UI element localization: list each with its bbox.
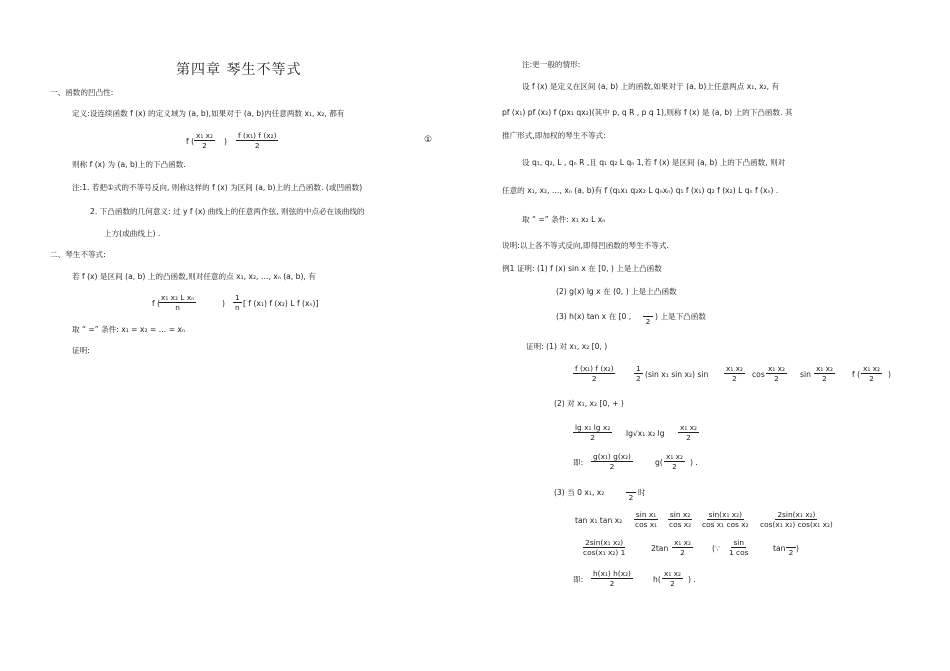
equality-condition: 取 “ =” 条件: x₁ x₂ L xₙ bbox=[522, 215, 606, 224]
denominator: 2 bbox=[609, 462, 615, 471]
denominator: 2 bbox=[609, 579, 615, 588]
example-text: 例1 证明: (1) f (x) sin x 在 [0, ) 上是上凸函数 bbox=[502, 264, 662, 273]
denominator: 2 bbox=[732, 374, 737, 383]
numerator: sin bbox=[733, 538, 745, 547]
fraction bbox=[727, 538, 751, 557]
chapter-title: 第四章 琴生不等式 bbox=[176, 62, 302, 78]
formula-text: (∵ bbox=[712, 544, 720, 553]
example-text: (3) h(x) tan x 在 [0 , bbox=[556, 312, 632, 321]
proof-label: 证明: bbox=[72, 346, 90, 355]
formula-text: ) bbox=[222, 299, 225, 308]
fraction bbox=[667, 510, 693, 529]
denominator: 2 bbox=[254, 141, 260, 150]
denominator: 2 bbox=[590, 433, 595, 442]
numerator: x₁ x₂ bbox=[863, 364, 881, 373]
denominator: 2 bbox=[628, 493, 634, 502]
fraction bbox=[700, 510, 751, 529]
example-text: ) 上是下凸函数 bbox=[655, 312, 706, 321]
formula-text: (sin x₁ sin x₂) sin bbox=[645, 370, 709, 379]
numerator: x₁ x₂ bbox=[664, 569, 682, 578]
proof-text: (2) 对 x₁, x₂ [0, + ) bbox=[554, 399, 624, 408]
formula-text: 即: bbox=[573, 575, 584, 584]
formula-text: cos bbox=[752, 370, 765, 379]
numerator: sin(x₁ x₂) bbox=[708, 510, 742, 519]
denominator: 2 bbox=[636, 374, 641, 383]
numerator: x₁ x₂ bbox=[726, 364, 744, 373]
numerator: x₁ x₂ L xₙ bbox=[161, 293, 195, 302]
numerator: sin x₂ bbox=[669, 510, 691, 519]
formula-text: ) . bbox=[690, 458, 698, 467]
fraction bbox=[573, 423, 612, 442]
fraction bbox=[786, 538, 796, 557]
body-text: 则称 f (x) 为 (a, b)上的下凸函数. bbox=[72, 160, 186, 169]
fraction bbox=[233, 293, 242, 312]
fraction bbox=[724, 364, 745, 383]
denominator: 2 bbox=[672, 462, 677, 471]
denominator: cos(x₁ x₂) cos(x₁ x₂) bbox=[760, 520, 833, 529]
body-text: 设 f (x) 是定义在区间 (a, b) 上的函数,如果对于 (a, b)上任意两点 x₁, x₂, 有 bbox=[522, 82, 780, 91]
formula-text: [ f (x₁) f (x₂) L f (xₙ)] bbox=[243, 299, 319, 308]
denominator: cos(x₁ x₂) 1 bbox=[583, 548, 626, 557]
denominator: 2 bbox=[645, 317, 651, 326]
fraction bbox=[626, 483, 636, 502]
formula-text: f ( bbox=[152, 299, 161, 308]
note-text: 注:更一般的情形: bbox=[522, 60, 581, 69]
formula-text: f ( bbox=[852, 370, 861, 379]
note-text: 注:1. 若把①式的不等号反向, 则称这样的 f (x) 为区间 (a, b)上的上凸函数. (或凹函数) bbox=[72, 183, 363, 192]
formula-text: f ( bbox=[186, 137, 195, 146]
denominator: n bbox=[235, 303, 240, 312]
proof-text: 时 bbox=[638, 488, 646, 497]
formula-text: lg√x₁ x₂ lg bbox=[626, 429, 665, 438]
denominator: n bbox=[175, 303, 180, 312]
formula-text: ) . bbox=[688, 575, 696, 584]
denominator: 2 bbox=[869, 374, 874, 383]
fraction bbox=[633, 510, 659, 529]
formula-text: g( bbox=[655, 458, 663, 467]
equation-number: ① bbox=[424, 135, 433, 145]
denominator: 2 bbox=[202, 141, 207, 150]
fraction bbox=[758, 510, 835, 529]
fraction bbox=[159, 293, 196, 312]
denominator: 1 cos bbox=[729, 548, 749, 557]
numerator bbox=[643, 307, 653, 317]
fraction bbox=[634, 364, 643, 383]
formula-text: h( bbox=[653, 575, 661, 584]
denominator: 2 bbox=[686, 433, 691, 442]
example-text: (2) g(x) lg x 在 (0, ) 上是上凸函数 bbox=[556, 287, 677, 296]
denominator: cos x₁ bbox=[635, 520, 658, 529]
numerator bbox=[786, 538, 796, 548]
numerator: 1 bbox=[636, 364, 641, 373]
denominator: 2 bbox=[670, 579, 675, 588]
fraction bbox=[861, 364, 882, 383]
numerator: x₁ x₂ bbox=[680, 423, 698, 432]
numerator: x₁ x₂ bbox=[816, 364, 834, 373]
numerator: x₁ x₂ bbox=[196, 131, 214, 140]
formula-text: ) bbox=[224, 137, 227, 146]
formula-text: ) bbox=[888, 370, 891, 379]
fraction bbox=[194, 131, 215, 150]
numerator: x₁ x₂ bbox=[674, 538, 692, 547]
formula-text: tan bbox=[773, 544, 786, 553]
denominator: 2 bbox=[788, 548, 794, 557]
equality-condition: 取 “ =” 条件: x₁ = x₂ = … = xₙ bbox=[72, 325, 185, 334]
note-text: 上方(或曲线上) . bbox=[104, 229, 161, 238]
fraction bbox=[236, 131, 278, 150]
denominator: 2 bbox=[822, 374, 827, 383]
formula-text: 2tan bbox=[651, 544, 669, 553]
numerator: h(x₁) h(x₂) bbox=[593, 569, 631, 578]
numerator: x₁ x₂ bbox=[768, 364, 786, 373]
denominator: cos x₁ cos x₂ bbox=[702, 520, 749, 529]
fraction bbox=[643, 307, 653, 326]
numerator: g(x₁) g(x₂) bbox=[593, 452, 631, 461]
fraction bbox=[672, 538, 693, 557]
proof-text: 证明: (1) 对 x₁, x₂ [0, ) bbox=[526, 342, 608, 351]
denominator: cos x₂ bbox=[669, 520, 692, 529]
numerator: x₁ x₂ bbox=[666, 452, 684, 461]
section-heading: 二、琴生不等式: bbox=[50, 250, 106, 259]
numerator: 2sin(x₁ x₂) bbox=[585, 538, 624, 547]
fraction bbox=[591, 569, 633, 588]
numerator: lg x₁ lg x₂ bbox=[575, 423, 611, 432]
denominator: 2 bbox=[774, 374, 779, 383]
fraction bbox=[591, 452, 633, 471]
numerator: f (x₁) f (x₂) bbox=[238, 131, 277, 140]
fraction bbox=[766, 364, 787, 383]
denominator: 2 bbox=[591, 374, 597, 383]
denominator: 2 bbox=[680, 548, 685, 557]
theorem-text: 若 f (x) 是区间 (a, b) 上的凸函数,则对任意的点 x₁, x₂, …, xₙ (a, b), 有 bbox=[72, 272, 316, 281]
body-text: pf (x₁) pf (x₂) f (px₁ qx₂)(其中 p, q R , p q 1),则称 f (x) 是 (a, b) 上的下凸函数. 其 bbox=[502, 108, 793, 117]
remark-text: 说明:以上各不等式反向,即得凹函数的琴生不等式. bbox=[502, 241, 669, 250]
body-text: 推广形式,即加权的琴生不等式: bbox=[502, 131, 606, 140]
fraction bbox=[664, 452, 685, 471]
formula-text: sin bbox=[800, 370, 811, 379]
body-text: 设 q₁, q₂, L , qₙ R ,且 q₁ q₂ L qₙ 1,若 f (x) 是区间 (a, b) 上的下凸函数, 则对 bbox=[522, 158, 786, 167]
fraction bbox=[662, 569, 683, 588]
formula-text: 即: bbox=[573, 458, 584, 467]
fraction bbox=[581, 538, 627, 557]
numerator bbox=[626, 483, 636, 493]
proof-text: (3) 当 0 x₁, x₂ bbox=[554, 488, 605, 497]
section-heading: 一、函数的凹凸性: bbox=[50, 88, 114, 97]
note-text: 2. 下凸函数的几何意义: 过 y f (x) 曲线上的任意两作弦, 则弦的中点必在该曲线的 bbox=[90, 207, 365, 216]
fraction bbox=[678, 423, 699, 442]
definition-text: 定义:设连续函数 f (x) 的定义域为 (a, b),如果对于 (a, b)内任意两数 x₁, x₂, 都有 bbox=[72, 109, 345, 118]
numerator: sin x₁ bbox=[635, 510, 657, 519]
formula-text: ) bbox=[796, 544, 799, 553]
numerator: 2sin(x₁ x₂) bbox=[777, 510, 816, 519]
numerator: 1 bbox=[235, 293, 240, 302]
fraction bbox=[573, 364, 615, 383]
formula-text: tan x₁ tan x₂ bbox=[575, 516, 623, 525]
numerator: f (x₁) f (x₂) bbox=[575, 364, 614, 373]
body-text: 任意的 x₁, x₂, …, xₙ (a, b)有 f (q₁x₁ q₂x₂ L qₙxₙ) q₁ f (x₁) q₂ f (x₂) L qₙ f (xₙ) . bbox=[502, 186, 779, 195]
fraction bbox=[814, 364, 835, 383]
